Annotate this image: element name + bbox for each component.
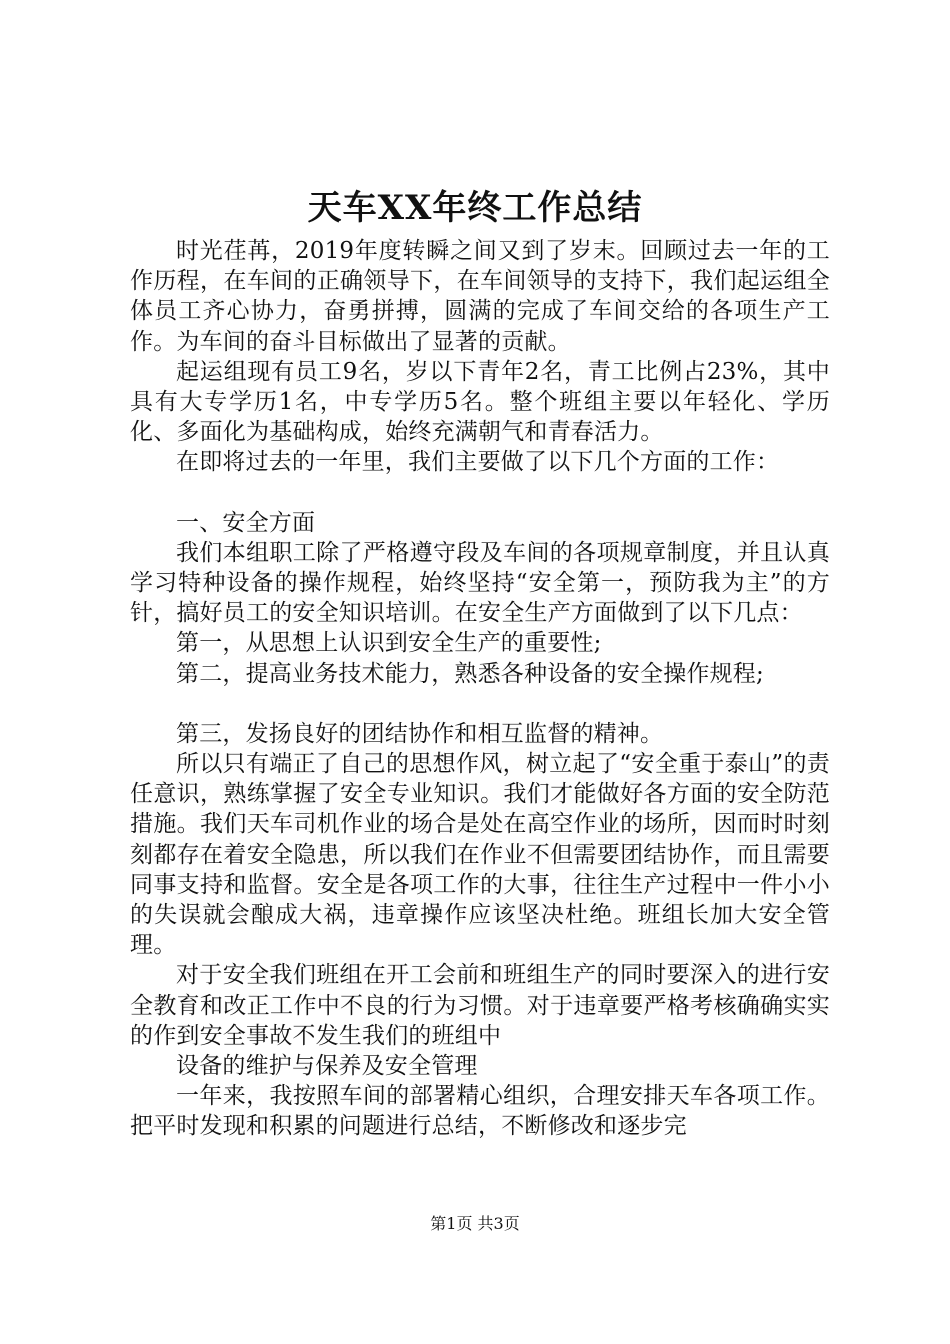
paragraph-intro: 时光荏苒，2019年度转瞬之间又到了岁末。回顾过去一年的工作历程，在车间的正确领导下，在车间领导的支持下，我们起运组全体员工齐心协力，奋勇拼搏，圆满的完成了车间交给的各项生产工作。为车间的奋斗目标做出了显著的贡献。 [130, 238, 830, 355]
paragraph-safety-awareness: 所以只有端正了自己的思想作风，树立起了“安全重于泰山”的责任意识，熟练掌握了安全专业知识。我们才能做好各方面的安全防范措施。我们天车司机作业的场合是处在高空作业的场所，因而时时刻刻都存在着安全隐患，所以我们在作业不但需要团结协作，而且需要同事支持和监督。安全是各项工作的大事，往往生产过程中一件小小的失误就会酿成大祸，违章操作应该坚决杜绝。班组长加大安全管理。 [130, 751, 830, 959]
document-title: 天车XX年终工作总结 [307, 188, 643, 228]
paragraph-safety-education: 对于安全我们班组在开工会前和班组生产的同时要深入的进行安全教育和改正工作中不良的行为习惯。对于违章要严格考核确确实实的作到安全事故不发生我们的班组中 [130, 962, 830, 1049]
paragraph-overview: 在即将过去的一年里，我们主要做了以下几个方面的工作： [176, 449, 780, 476]
section-heading-equipment: 设备的维护与保养及安全管理 [176, 1053, 478, 1080]
paragraph-staff: 起运组现有员工9名，岁以下青年2名，青工比例占23%，其中具有大专学历1名，中专学历5名。整个班组主要以年轻化、学历化、多面化为基础构成，始终充满朝气和青春活力。 [130, 358, 830, 446]
document-body [130, 236, 830, 1142]
paragraph-point-2: 第二，提高业务技术能力，熟悉各种设备的安全操作规程; [176, 660, 764, 687]
section-heading-safety: 一、安全方面 [176, 509, 316, 536]
paragraph-safety-rules: 我们本组职工除了严格遵守段及车间的各项规章制度，并且认真学习特种设备的操作规程，始终坚持“安全第一，预防我为主”的方针，搞好员工的安全知识培训。在安全生产方面做到了以下几点： [130, 539, 830, 627]
paragraph-equipment: 一年来，我按照车间的部署精心组织，合理安排天车各项工作。把平时发现和积累的问题进行总结，不断修改和逐步完 [130, 1083, 830, 1140]
paragraph-point-1: 第一，从思想上认识到安全生产的重要性; [176, 630, 602, 657]
page-number-footer: 第1页 共3页 [430, 1214, 520, 1233]
paragraph-point-3: 第三，发扬良好的团结协作和相互监督的精神。 [176, 720, 664, 747]
